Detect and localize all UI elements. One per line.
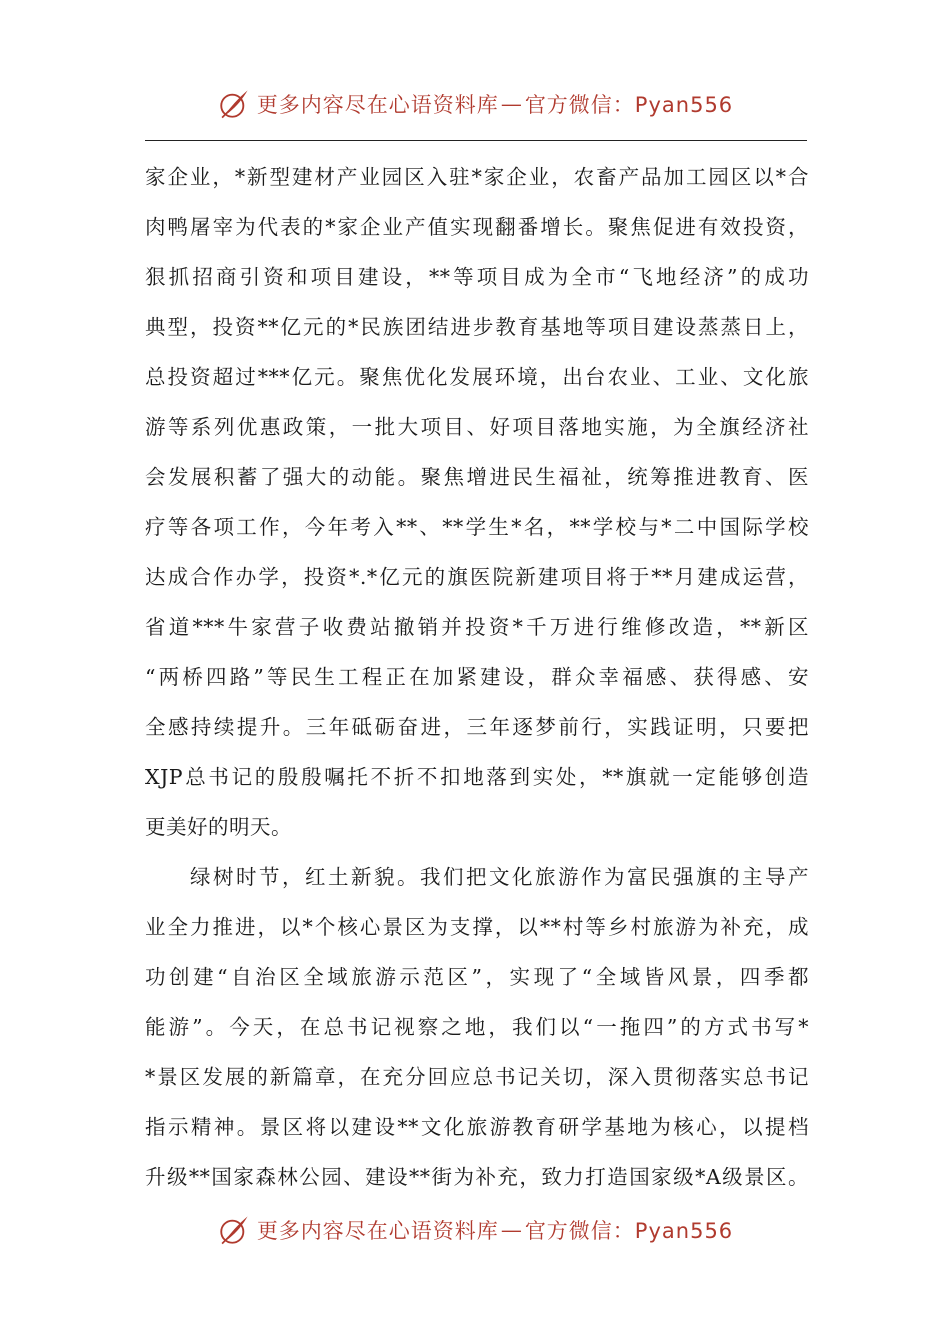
text-line: 典型，投资**亿元的*民族团结进步教育基地等项目建设蒸蒸日上， bbox=[145, 315, 809, 339]
page-footer bbox=[0, 1208, 950, 1252]
text-line: 指示精神。景区将以建设**文化旅游教育研学基地为核心，以提档 bbox=[145, 1115, 809, 1139]
text-line: 狠抓招商引资和项目建设，**等项目成为全市“飞地经济”的成功 bbox=[145, 265, 809, 289]
document-body bbox=[145, 152, 809, 1202]
text-line: 更美好的明天。 bbox=[145, 815, 292, 839]
header-divider bbox=[145, 140, 807, 141]
text-line: “两桥四路”等民生工程正在加紧建设，群众幸福感、获得感、安 bbox=[145, 665, 809, 689]
footer-wechat: 官方微信：Pyan556 bbox=[524, 1219, 734, 1243]
text-line: 全感持续提升。三年砥砺奋进，三年逐梦前行，实践证明，只要把 bbox=[145, 715, 809, 739]
text-line: 能游”。今天，在总书记视察之地，我们以“一拖四”的方式书写* bbox=[145, 1015, 809, 1039]
header-dash: — bbox=[500, 92, 523, 116]
text-line: 疗等各项工作，今年考入**、**学生*名，**学校与*二中国际学校 bbox=[145, 515, 809, 539]
paragraph-1 bbox=[145, 152, 809, 852]
text-line: 会发展积蓄了强大的动能。聚焦增进民生福祉，统筹推进教育、医 bbox=[145, 465, 809, 489]
page-header bbox=[0, 82, 950, 126]
text-line: 总投资超过***亿元。聚焦优化发展环境，出台农业、工业、文化旅 bbox=[145, 365, 809, 389]
footer-text: 更多内容尽在心语资料库 bbox=[256, 1219, 499, 1243]
text-line: 达成合作办学，投资*.*亿元的旗医院新建项目将于**月建成运营， bbox=[145, 565, 809, 589]
text-line: 家企业，*新型建材产业园区入驻*家企业，农畜产品加工园区以*合 bbox=[145, 165, 809, 189]
text-line: 游等系列优惠政策，一批大项目、好项目落地实施，为全旗经济社 bbox=[145, 415, 809, 439]
footer-banner bbox=[217, 1213, 733, 1247]
header-banner bbox=[217, 87, 733, 121]
text-line: 业全力推进，以*个核心景区为支撑，以**村等乡村旅游为补充，成 bbox=[145, 915, 809, 939]
paragraph-2 bbox=[145, 852, 809, 1202]
quill-logo-icon bbox=[217, 87, 251, 121]
text-line: 功创建“自治区全域旅游示范区”，实现了“全域皆风景，四季都 bbox=[145, 965, 809, 989]
header-text: 更多内容尽在心语资料库 bbox=[256, 93, 499, 117]
footer-dash: — bbox=[500, 1218, 523, 1242]
text-line: 绿树时节，红土新貌。我们把文化旅游作为富民强旗的主导产 bbox=[190, 865, 809, 889]
text-line: XJP总书记的殷殷嘱托不折不扣地落到实处，**旗就一定能够创造 bbox=[145, 765, 809, 789]
text-line: 升级**国家森林公园、建设**街为补充，致力打造国家级*A级景区。 bbox=[145, 1165, 809, 1189]
header-wechat: 官方微信：Pyan556 bbox=[524, 93, 734, 117]
quill-logo-icon bbox=[217, 1213, 251, 1247]
text-line: *景区发展的新篇章，在充分回应总书记关切，深入贯彻落实总书记 bbox=[145, 1065, 809, 1089]
text-line: 肉鸭屠宰为代表的*家企业产值实现翻番增长。聚焦促进有效投资， bbox=[145, 215, 809, 239]
text-line: 省道***牛家营子收费站撤销并投资*千万进行维修改造，**新区 bbox=[145, 615, 809, 639]
